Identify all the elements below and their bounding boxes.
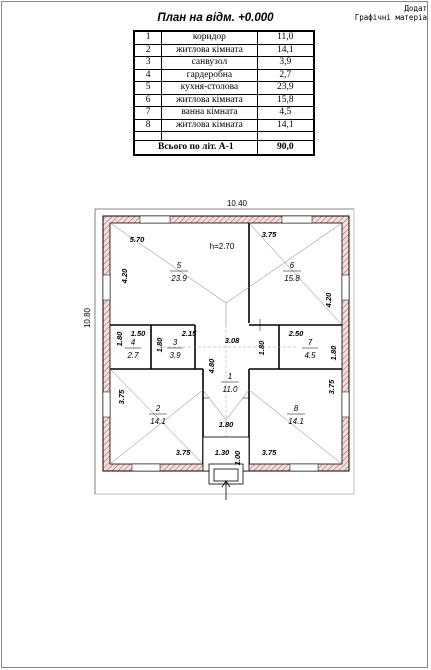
room-label-area: 3.9 [169,351,181,360]
room-number: 1 [134,31,162,44]
room-label-number: 2 [155,404,161,413]
dim-label: 5.70 [129,235,145,244]
room-label-number: 5 [176,261,182,270]
room-label-number: 6 [289,261,295,270]
room-name: гардеробна [162,69,257,82]
room-number: 3 [134,57,162,70]
dim-label: 4.20 [120,268,129,284]
room-name: житлова кімната [162,44,257,57]
dim-label: 3.08 [224,336,240,345]
room-number: 4 [134,69,162,82]
room-label-number: 4 [130,338,136,347]
dim-label: 3.75 [261,448,277,457]
room-label-number: 8 [293,404,299,413]
dim-label: 1.30 [214,448,230,457]
room-number: 2 [134,44,162,57]
header-note-line-2: Графічні матеріа [354,13,427,22]
header-note-line-1: Додат [404,4,427,13]
overall-width-label: 10.40 [226,199,248,208]
dim-label: 1.50 [130,329,146,338]
room-label-area: 15.8 [284,274,300,283]
ceiling-height-label: h=2.70 [209,242,235,251]
dim-label: 1.80 [329,345,338,361]
dim-label: 2.15 [181,329,197,338]
room-area: 4,5 [257,107,314,120]
plan-title: План на відм. +0.000 [157,12,274,24]
room-label-area: 23.9 [171,274,187,283]
dim-label: 1.00 [233,450,242,466]
room-area: 15,8 [257,94,314,107]
room-label-number: 7 [307,338,313,347]
room-name: житлова кімната [162,119,257,132]
dim-label: 1.80 [155,337,164,353]
room-name: санвузол [162,57,257,70]
room-label-number: 3 [172,338,178,347]
dim-label: 3.75 [261,230,277,239]
dim-label: 1.80 [218,420,234,429]
dim-label: 2.50 [288,329,304,338]
room-label-number: 1 [227,372,233,381]
room-name: кухня-столова [162,82,257,95]
total-value: 90,0 [257,141,314,156]
room-name: житлова кімната [162,94,257,107]
dim-label: 1.80 [257,340,266,356]
room-name: ванна кімната [162,107,257,120]
room-number: 5 [134,82,162,95]
room-area: 23,9 [257,82,314,95]
room-name: коридор [162,31,257,44]
room-area: 11,0 [257,31,314,44]
dim-label: 3.75 [117,389,126,405]
room-number: 8 [134,119,162,132]
room-label-area: 4.5 [304,351,316,360]
total-label: Всього по літ. А-1 [134,141,257,156]
entrance-porch [203,437,249,484]
room-label-area: 2.7 [127,351,139,360]
room-number: 7 [134,107,162,120]
room-label-area: 14.1 [150,417,166,426]
room-area: 14,1 [257,44,314,57]
room-area: 14,1 [257,119,314,132]
room-area: 2,7 [257,69,314,82]
dim-label: 3.75 [175,448,191,457]
dim-label: 1.80 [115,331,124,347]
room-label-area: 14.1 [288,417,304,426]
room-number: 6 [134,94,162,107]
room-area: 3,9 [257,57,314,70]
overall-depth-label: 10.80 [83,307,92,329]
room-label-area: 11.0 [222,385,238,394]
dim-label: 4.20 [324,292,333,308]
dim-label: 4.80 [207,358,216,374]
dim-label: 3.75 [327,379,336,395]
